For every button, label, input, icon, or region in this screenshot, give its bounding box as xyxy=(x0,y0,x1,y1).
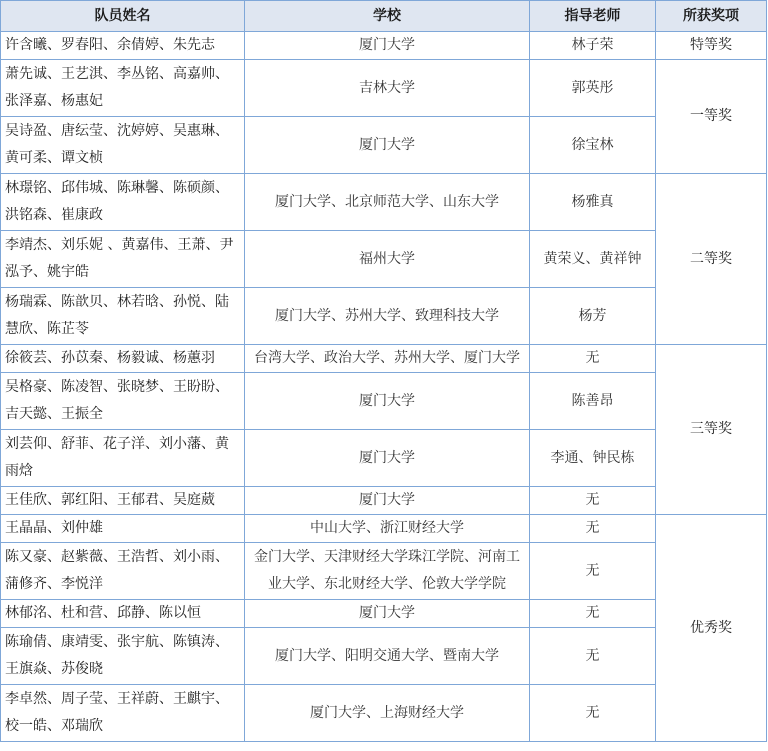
table-row xyxy=(1,600,767,628)
advisor-cell: 郭英彤 xyxy=(530,60,656,117)
table-row xyxy=(1,685,767,742)
table-row xyxy=(1,628,767,685)
advisor-cell: 无 xyxy=(530,487,656,515)
team-members-cell: 吴诗盈、唐纭莹、沈婷婷、吴惠琳、黄可柔、谭文桢 xyxy=(1,117,245,174)
school-cell: 厦门大学 xyxy=(245,430,530,487)
school-cell: 厦门大学、上海财经大学 xyxy=(245,685,530,742)
advisor-cell: 徐宝林 xyxy=(530,117,656,174)
school-cell: 中山大学、浙江财经大学 xyxy=(245,515,530,543)
table-row xyxy=(1,117,767,174)
school-cell: 厦门大学、苏州大学、致理科技大学 xyxy=(245,288,530,345)
table-row xyxy=(1,32,767,60)
header-names: 队员姓名 xyxy=(1,1,245,32)
table-row xyxy=(1,288,767,345)
advisor-cell: 无 xyxy=(530,628,656,685)
team-members-cell: 李卓然、周子莹、王祥蔚、王麒宇、校一皓、邓瑞欣 xyxy=(1,685,245,742)
table-row xyxy=(1,373,767,430)
advisor-cell: 无 xyxy=(530,543,656,600)
table-row xyxy=(1,515,767,543)
award-cell: 优秀奖 xyxy=(656,515,767,742)
advisor-cell: 黄荣义、黄祥钟 xyxy=(530,231,656,288)
advisor-cell: 杨芳 xyxy=(530,288,656,345)
header-school: 学校 xyxy=(245,1,530,32)
school-cell: 厦门大学 xyxy=(245,117,530,174)
award-cell: 三等奖 xyxy=(656,345,767,515)
school-cell: 厦门大学 xyxy=(245,487,530,515)
award-cell: 特等奖 xyxy=(656,32,767,60)
table-row xyxy=(1,430,767,487)
school-cell: 吉林大学 xyxy=(245,60,530,117)
team-members-cell: 刘芸仰、舒菲、花子洋、刘小藩、黄雨焓 xyxy=(1,430,245,487)
team-members-cell: 陈又豪、赵紫薇、王浩哲、刘小雨、蒲修齐、李悦洋 xyxy=(1,543,245,600)
team-members-cell: 萧先诚、王艺淇、李丛铭、高嘉帅、张泽嘉、杨惠妃 xyxy=(1,60,245,117)
team-members-cell: 王晶晶、刘仲雄 xyxy=(1,515,245,543)
table-row xyxy=(1,60,767,117)
advisor-cell: 林子荣 xyxy=(530,32,656,60)
advisor-cell: 无 xyxy=(530,345,656,373)
award-cell: 一等奖 xyxy=(656,60,767,174)
advisor-cell: 杨雅真 xyxy=(530,174,656,231)
school-cell: 福州大学 xyxy=(245,231,530,288)
team-members-cell: 李靖杰、刘乐妮 、黄嘉伟、王萧、尹泓予、姚宇皓 xyxy=(1,231,245,288)
advisor-cell: 无 xyxy=(530,685,656,742)
header-award: 所获奖项 xyxy=(656,1,767,32)
table-row xyxy=(1,543,767,600)
advisor-cell: 无 xyxy=(530,515,656,543)
team-members-cell: 徐筱芸、孙苡秦、杨毅诚、杨蕙羽 xyxy=(1,345,245,373)
team-members-cell: 林璟铭、邱伟城、陈琳馨、陈硕颜、洪铭森、崔康政 xyxy=(1,174,245,231)
advisor-cell: 无 xyxy=(530,600,656,628)
team-members-cell: 陈瑜倩、康靖雯、张宇航、陈镇涛、王旗焱、苏俊晓 xyxy=(1,628,245,685)
school-cell: 厦门大学、阳明交通大学、暨南大学 xyxy=(245,628,530,685)
school-cell: 金门大学、天津财经大学珠江学院、河南工业大学、东北财经大学、伦敦大学学院 xyxy=(245,543,530,600)
school-cell: 厦门大学、北京师范大学、山东大学 xyxy=(245,174,530,231)
table-row xyxy=(1,345,767,373)
advisor-cell: 李通、钟民栋 xyxy=(530,430,656,487)
header-teacher: 指导老师 xyxy=(530,1,656,32)
table-row xyxy=(1,231,767,288)
school-cell: 厦门大学 xyxy=(245,600,530,628)
team-members-cell: 吴格豪、陈凌智、张晓梦、王盼盼、吉天懿、王振全 xyxy=(1,373,245,430)
school-cell: 厦门大学 xyxy=(245,373,530,430)
table-row xyxy=(1,174,767,231)
school-cell: 厦门大学 xyxy=(245,32,530,60)
award-cell: 二等奖 xyxy=(656,174,767,345)
team-members-cell: 许含曦、罗春阳、余倩婷、朱先志 xyxy=(1,32,245,60)
team-members-cell: 林郁洺、杜和营、邱静、陈以恒 xyxy=(1,600,245,628)
advisor-cell: 陈善昂 xyxy=(530,373,656,430)
header-row xyxy=(1,1,767,32)
team-members-cell: 杨瑞霖、陈歆贝、林若晗、孙悦、陆慧欣、陈芷苓 xyxy=(1,288,245,345)
team-members-cell: 王佳欣、郭红阳、王郁君、吴庭葳 xyxy=(1,487,245,515)
school-cell: 台湾大学、政治大学、苏州大学、厦门大学 xyxy=(245,345,530,373)
table-row xyxy=(1,487,767,515)
